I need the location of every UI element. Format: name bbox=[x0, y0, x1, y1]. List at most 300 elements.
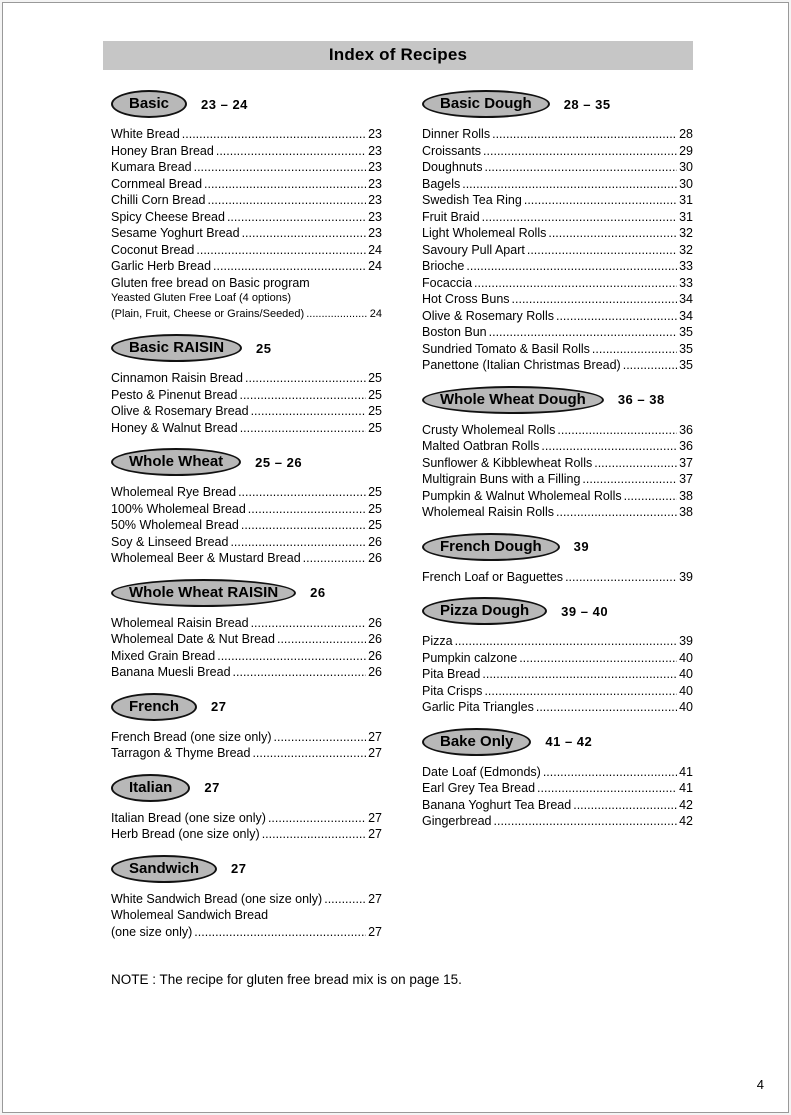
section-page-range: 27 bbox=[211, 699, 227, 714]
recipe-entry bbox=[422, 504, 693, 521]
recipe-section bbox=[111, 448, 382, 567]
recipe-page-number: 25 bbox=[368, 404, 382, 418]
recipe-name: French Bread (one size only) bbox=[111, 729, 272, 744]
left-column bbox=[111, 78, 382, 940]
recipe-name: Doughnuts bbox=[422, 160, 483, 174]
recipe-section bbox=[422, 386, 693, 521]
recipe-entry bbox=[111, 176, 382, 193]
recipe-list bbox=[422, 569, 693, 586]
dot-leader bbox=[194, 159, 366, 176]
recipe-page-number: 40 bbox=[679, 700, 693, 714]
recipe-page-number: 32 bbox=[679, 226, 693, 240]
recipe-list bbox=[111, 126, 382, 322]
recipe-page-number: 39 bbox=[679, 634, 693, 648]
recipe-entry bbox=[422, 797, 693, 814]
recipe-page-number: 33 bbox=[679, 259, 693, 273]
recipe-entry bbox=[422, 633, 693, 650]
recipe-name: Earl Grey Tea Bread bbox=[422, 781, 536, 795]
recipe-page-number: 40 bbox=[679, 683, 693, 698]
recipe-page-number: 26 bbox=[368, 534, 382, 549]
recipe-entry bbox=[111, 159, 382, 176]
recipe-name: White Sandwich Bread (one size only) bbox=[111, 891, 323, 906]
recipe-page-number: 41 bbox=[679, 781, 693, 795]
recipe-entry bbox=[422, 176, 693, 193]
recipe-name: Multigrain Buns with a Filling bbox=[422, 472, 581, 486]
dot-leader bbox=[248, 501, 366, 518]
recipe-entry bbox=[422, 324, 693, 341]
dot-leader bbox=[592, 341, 677, 358]
dot-leader bbox=[251, 403, 367, 420]
dot-leader bbox=[524, 192, 677, 209]
section-header bbox=[422, 533, 693, 561]
dot-leader bbox=[537, 780, 677, 797]
recipe-page-number: 42 bbox=[679, 797, 693, 812]
dot-leader bbox=[492, 126, 677, 143]
recipe-page-number: 23 bbox=[368, 193, 382, 207]
recipe-entry bbox=[422, 650, 693, 667]
dot-leader bbox=[527, 242, 677, 259]
dot-leader bbox=[252, 745, 366, 762]
recipe-name: Gluten free bread on Basic program bbox=[111, 275, 310, 290]
recipe-entry bbox=[422, 438, 693, 455]
recipe-entry bbox=[111, 891, 382, 908]
recipe-section bbox=[111, 579, 382, 681]
recipe-list bbox=[422, 126, 693, 374]
dot-leader bbox=[484, 159, 677, 176]
recipe-page-number: 23 bbox=[368, 226, 382, 240]
dot-leader bbox=[274, 729, 367, 746]
recipe-entry bbox=[422, 225, 693, 242]
recipe-name: Honey Bran Bread bbox=[111, 143, 214, 158]
section-header bbox=[111, 334, 382, 362]
recipe-name: Sundried Tomato & Basil Rolls bbox=[422, 341, 590, 356]
dot-leader bbox=[238, 484, 366, 501]
section-header bbox=[422, 386, 693, 414]
recipe-page-number: 24 bbox=[368, 242, 382, 257]
section-badge: French Dough bbox=[422, 533, 560, 561]
section-header bbox=[111, 579, 382, 607]
recipe-name: Soy & Linseed Bread bbox=[111, 534, 229, 549]
recipe-page-number: 34 bbox=[679, 308, 693, 323]
recipe-page-number: 42 bbox=[679, 814, 693, 828]
dot-leader bbox=[474, 275, 677, 292]
dot-leader bbox=[213, 258, 366, 275]
recipe-name: Honey & Walnut Bread bbox=[111, 420, 238, 435]
recipe-page-number: 27 bbox=[368, 891, 382, 906]
recipe-page-number: 26 bbox=[368, 648, 382, 663]
recipe-entry bbox=[111, 907, 382, 924]
recipe-name: White Bread bbox=[111, 127, 180, 141]
recipe-page-number: 27 bbox=[368, 810, 382, 825]
recipe-entry bbox=[422, 357, 693, 374]
recipe-name: Crusty Wholemeal Rolls bbox=[422, 422, 556, 437]
dot-leader bbox=[196, 242, 366, 259]
recipe-entry bbox=[111, 615, 382, 632]
recipe-entry bbox=[111, 826, 382, 843]
recipe-page-number: 35 bbox=[679, 341, 693, 356]
recipe-page-number: 23 bbox=[368, 143, 382, 158]
recipe-section bbox=[111, 693, 382, 762]
recipe-name: French Loaf or Baguettes bbox=[422, 569, 564, 584]
recipe-list bbox=[111, 615, 382, 681]
recipe-entry bbox=[111, 387, 382, 404]
dot-leader bbox=[536, 699, 677, 716]
recipe-page-number: 23 bbox=[368, 160, 382, 174]
recipe-section bbox=[111, 774, 382, 843]
recipe-name: Wholemeal Rye Bread bbox=[111, 485, 237, 499]
recipe-page-number: 40 bbox=[679, 667, 693, 681]
recipe-entry bbox=[111, 501, 382, 518]
recipe-name: Pumpkin & Walnut Wholemeal Rolls bbox=[422, 488, 622, 503]
dot-leader bbox=[277, 631, 366, 648]
dot-leader bbox=[182, 126, 366, 143]
recipe-name: Wholemeal Beer & Mustard Bread bbox=[111, 551, 301, 565]
recipe-page-number: 26 bbox=[368, 665, 382, 679]
dot-leader bbox=[482, 666, 677, 683]
recipe-entry bbox=[111, 275, 382, 292]
dot-leader bbox=[543, 764, 677, 781]
page-number: 4 bbox=[756, 1077, 764, 1092]
recipe-entry bbox=[111, 370, 382, 387]
recipe-page-number: 23 bbox=[368, 209, 382, 224]
recipe-entry bbox=[111, 810, 382, 827]
recipe-section bbox=[422, 728, 693, 830]
recipe-page-number: 36 bbox=[679, 439, 693, 453]
recipe-name: Cinnamon Raisin Bread bbox=[111, 371, 244, 385]
recipe-name: 50% Wholemeal Bread bbox=[111, 518, 239, 532]
dot-leader bbox=[324, 891, 366, 908]
dot-leader bbox=[556, 504, 677, 521]
recipe-list bbox=[422, 764, 693, 830]
recipe-entry bbox=[111, 242, 382, 259]
recipe-entry bbox=[111, 550, 382, 567]
footer-note: NOTE : The recipe for gluten free bread mix is on page 15. bbox=[111, 972, 462, 987]
recipe-page-number: 26 bbox=[368, 632, 382, 646]
recipe-name: Focaccia bbox=[422, 275, 473, 290]
recipe-page-number: 25 bbox=[368, 518, 382, 532]
recipe-name: Hot Cross Buns bbox=[422, 292, 510, 306]
dot-leader bbox=[548, 225, 677, 242]
recipe-entry bbox=[422, 683, 693, 700]
dot-leader bbox=[623, 357, 677, 374]
dot-leader bbox=[217, 648, 366, 665]
recipe-page-number: 27 bbox=[368, 924, 382, 939]
dot-leader bbox=[624, 488, 677, 505]
section-header bbox=[111, 90, 382, 118]
recipe-list bbox=[111, 484, 382, 567]
recipe-entry bbox=[422, 275, 693, 292]
dot-leader bbox=[207, 192, 366, 209]
dot-leader bbox=[239, 387, 366, 404]
recipe-section bbox=[422, 90, 693, 374]
section-header bbox=[111, 855, 382, 883]
recipe-entry bbox=[111, 126, 382, 143]
recipe-page-number: 35 bbox=[679, 358, 693, 372]
recipe-name: Banana Yoghurt Tea Bread bbox=[422, 797, 572, 812]
section-page-range: 28 – 35 bbox=[563, 96, 611, 112]
dot-leader bbox=[455, 633, 678, 650]
recipe-name: Tarragon & Thyme Bread bbox=[111, 746, 251, 760]
recipe-page-number: 29 bbox=[679, 143, 693, 158]
recipe-page-number: 25 bbox=[368, 387, 382, 402]
dot-leader bbox=[230, 534, 366, 551]
recipe-entry bbox=[422, 455, 693, 472]
recipe-name: Cornmeal Bread bbox=[111, 176, 203, 191]
recipe-page-number: 25 bbox=[368, 485, 382, 499]
recipe-name: Light Wholemeal Rolls bbox=[422, 226, 547, 240]
recipe-name: Pita Crisps bbox=[422, 683, 483, 698]
recipe-entry bbox=[111, 209, 382, 226]
recipe-name: Croissants bbox=[422, 143, 482, 158]
recipe-page-number: 23 bbox=[368, 127, 382, 141]
recipe-name: Garlic Pita Triangles bbox=[422, 700, 534, 714]
dot-leader bbox=[483, 143, 677, 160]
dot-leader bbox=[251, 615, 367, 632]
recipe-list bbox=[422, 633, 693, 716]
dot-leader bbox=[216, 143, 366, 160]
recipe-page-number: 25 bbox=[368, 420, 382, 435]
recipe-entry bbox=[422, 569, 693, 586]
recipe-name: Coconut Bread bbox=[111, 242, 195, 257]
recipe-page-number: 31 bbox=[679, 193, 693, 207]
recipe-entry bbox=[111, 192, 382, 209]
dot-leader bbox=[541, 438, 677, 455]
section-page-range: 26 bbox=[310, 585, 326, 600]
dot-leader bbox=[462, 176, 677, 193]
recipe-name: Chilli Corn Bread bbox=[111, 193, 206, 207]
recipe-entry bbox=[422, 780, 693, 797]
recipe-entry bbox=[111, 225, 382, 242]
recipe-name: (Plain, Fruit, Cheese or Grains/Seeded) bbox=[111, 307, 305, 320]
dot-leader bbox=[489, 324, 677, 341]
recipe-entry bbox=[422, 308, 693, 325]
section-badge: Whole Wheat Dough bbox=[422, 386, 604, 414]
recipe-name: Bagels bbox=[422, 176, 461, 191]
recipe-entry bbox=[111, 729, 382, 746]
recipe-page-number: 32 bbox=[679, 242, 693, 257]
section-page-range: 41 – 42 bbox=[545, 734, 593, 749]
dot-leader bbox=[594, 455, 677, 472]
page-title: Index of Recipes bbox=[103, 41, 693, 70]
dot-leader bbox=[241, 517, 366, 534]
recipe-page-number: 41 bbox=[679, 764, 693, 779]
recipe-entry bbox=[422, 813, 693, 830]
recipe-page-number: 24 bbox=[368, 259, 382, 273]
dot-leader bbox=[484, 683, 677, 700]
recipe-entry bbox=[422, 699, 693, 716]
recipe-page-number: 35 bbox=[679, 325, 693, 339]
section-page-range: 27 bbox=[231, 861, 247, 876]
recipe-name: Garlic Herb Bread bbox=[111, 259, 212, 273]
section-badge: Sandwich bbox=[111, 855, 217, 883]
recipe-entry bbox=[111, 258, 382, 275]
recipe-page-number: 39 bbox=[679, 569, 693, 584]
section-badge: Basic Dough bbox=[422, 90, 550, 118]
dot-leader bbox=[306, 307, 368, 323]
recipe-name: Wholemeal Raisin Bread bbox=[111, 615, 249, 630]
recipe-list bbox=[111, 729, 382, 762]
recipe-page-number: 31 bbox=[679, 209, 693, 224]
recipe-name: Herb Bread (one size only) bbox=[111, 827, 260, 841]
recipe-page-number: 34 bbox=[679, 292, 693, 306]
recipe-name: Pumpkin calzone bbox=[422, 650, 518, 665]
recipe-entry bbox=[111, 924, 382, 941]
recipe-page-number: 23 bbox=[368, 176, 382, 191]
recipe-name: Sunflower & Kibblewheat Rolls bbox=[422, 455, 593, 470]
section-page-range: 25 bbox=[256, 340, 272, 356]
recipe-name: Olive & Rosemary Rolls bbox=[422, 308, 554, 323]
dot-leader bbox=[557, 422, 677, 439]
recipe-entry bbox=[111, 631, 382, 648]
recipe-page-number: 26 bbox=[368, 551, 382, 565]
section-page-range: 27 bbox=[204, 780, 220, 795]
recipe-name: Sesame Yoghurt Bread bbox=[111, 226, 240, 240]
recipe-name: Brioche bbox=[422, 259, 465, 273]
recipe-name: Wholemeal Raisin Rolls bbox=[422, 505, 554, 519]
dot-leader bbox=[227, 209, 366, 226]
recipe-page-number: 27 bbox=[368, 827, 382, 841]
dot-leader bbox=[565, 569, 677, 586]
recipe-name: Swedish Tea Ring bbox=[422, 193, 522, 207]
recipe-list bbox=[422, 422, 693, 521]
dot-leader bbox=[268, 810, 366, 827]
dot-leader bbox=[512, 291, 678, 308]
section-page-range: 39 – 40 bbox=[561, 603, 609, 619]
recipe-name: Olive & Rosemary Bread bbox=[111, 404, 249, 418]
recipe-list bbox=[111, 891, 382, 941]
recipe-page-number: 25 bbox=[368, 501, 382, 516]
section-header bbox=[111, 774, 382, 802]
recipe-entry bbox=[422, 192, 693, 209]
section-badge: Bake Only bbox=[422, 728, 531, 756]
section-page-range: 36 – 38 bbox=[617, 392, 665, 407]
recipe-section bbox=[111, 334, 382, 436]
recipe-name: Pesto & Pinenut Bread bbox=[111, 387, 238, 402]
recipe-page-number: 38 bbox=[679, 488, 693, 503]
recipe-name: Kumara Bread bbox=[111, 160, 192, 174]
dot-leader bbox=[245, 370, 366, 387]
recipe-page-number: 27 bbox=[368, 746, 382, 760]
section-page-range: 23 – 24 bbox=[201, 96, 248, 112]
recipe-entry bbox=[111, 534, 382, 551]
recipe-entry bbox=[111, 648, 382, 665]
recipe-name: Gingerbread bbox=[422, 814, 492, 828]
dot-leader bbox=[466, 258, 677, 275]
recipe-entry bbox=[422, 422, 693, 439]
section-badge: Whole Wheat RAISIN bbox=[111, 579, 296, 607]
index-content bbox=[103, 41, 693, 940]
recipe-entry bbox=[422, 209, 693, 226]
dot-leader bbox=[303, 550, 366, 567]
recipe-page-number: 24 bbox=[369, 307, 382, 320]
recipe-entry bbox=[422, 341, 693, 358]
recipe-entry bbox=[422, 143, 693, 160]
recipe-name: Wholemeal Sandwich Bread bbox=[111, 908, 269, 922]
recipe-page-number: 40 bbox=[679, 650, 693, 665]
recipe-name: Spicy Cheese Bread bbox=[111, 209, 225, 224]
dot-leader bbox=[194, 924, 366, 941]
dot-leader bbox=[240, 420, 366, 437]
recipe-entry bbox=[111, 143, 382, 160]
section-page-range: 25 – 26 bbox=[255, 454, 303, 470]
section-header bbox=[111, 693, 382, 721]
recipe-name: Panettone (Italian Christmas Bread) bbox=[422, 358, 621, 372]
section-badge: Italian bbox=[111, 774, 190, 802]
recipe-page-number: 25 bbox=[368, 371, 382, 385]
recipe-entry bbox=[422, 291, 693, 308]
recipe-page-number: 30 bbox=[679, 160, 693, 174]
recipe-entry bbox=[422, 159, 693, 176]
recipe-section bbox=[422, 533, 693, 586]
recipe-name: Boston Bun bbox=[422, 325, 487, 339]
recipe-name: 100% Wholemeal Bread bbox=[111, 501, 246, 516]
section-header bbox=[422, 90, 693, 118]
dot-leader bbox=[494, 813, 678, 830]
recipe-entry bbox=[111, 484, 382, 501]
recipe-section bbox=[422, 597, 693, 716]
dot-leader bbox=[262, 826, 366, 843]
recipe-section bbox=[111, 90, 382, 322]
recipe-entry bbox=[422, 764, 693, 781]
dot-leader bbox=[582, 471, 677, 488]
recipe-page-number: 27 bbox=[368, 729, 382, 744]
recipe-name: Malted Oatbran Rolls bbox=[422, 439, 540, 453]
recipe-page-number: 33 bbox=[679, 275, 693, 290]
recipe-name: Dinner Rolls bbox=[422, 127, 491, 141]
recipe-entry bbox=[422, 666, 693, 683]
dot-leader bbox=[233, 664, 367, 681]
recipe-name: Mixed Grain Bread bbox=[111, 648, 216, 663]
recipe-name: Yeasted Gluten Free Loaf (4 options) bbox=[111, 292, 291, 304]
section-header bbox=[111, 448, 382, 476]
recipe-name: Fruit Braid bbox=[422, 209, 480, 224]
dot-leader bbox=[242, 225, 367, 242]
recipe-page-number: 30 bbox=[679, 176, 693, 191]
section-header bbox=[422, 597, 693, 625]
recipe-page-number: 26 bbox=[368, 615, 382, 630]
recipe-page-number: 38 bbox=[679, 505, 693, 519]
recipe-name: Banana Muesli Bread bbox=[111, 665, 231, 679]
recipe-name: Pita Bread bbox=[422, 667, 481, 681]
section-badge: Basic bbox=[111, 90, 187, 118]
recipe-entry bbox=[111, 664, 382, 681]
recipe-entry bbox=[111, 307, 382, 323]
dot-leader bbox=[204, 176, 366, 193]
recipe-page-number: 37 bbox=[679, 472, 693, 486]
recipe-entry bbox=[422, 258, 693, 275]
dot-leader bbox=[519, 650, 677, 667]
section-badge: French bbox=[111, 693, 197, 721]
recipe-name: Italian Bread (one size only) bbox=[111, 810, 266, 825]
index-columns bbox=[103, 78, 693, 940]
recipe-name: (one size only) bbox=[111, 924, 193, 939]
recipe-entry bbox=[111, 517, 382, 534]
recipe-entry bbox=[111, 291, 382, 307]
recipe-entry bbox=[422, 488, 693, 505]
recipe-list bbox=[111, 810, 382, 843]
section-badge: Basic RAISIN bbox=[111, 334, 242, 362]
page-sheet bbox=[2, 2, 789, 1113]
recipe-name: Savoury Pull Apart bbox=[422, 242, 525, 257]
recipe-name: Pizza bbox=[422, 634, 453, 648]
recipe-entry bbox=[111, 745, 382, 762]
section-badge: Whole Wheat bbox=[111, 448, 241, 476]
recipe-entry bbox=[111, 403, 382, 420]
section-page-range: 39 bbox=[573, 539, 590, 554]
recipe-entry bbox=[422, 126, 693, 143]
dot-leader bbox=[556, 308, 677, 325]
recipe-section bbox=[111, 855, 382, 941]
